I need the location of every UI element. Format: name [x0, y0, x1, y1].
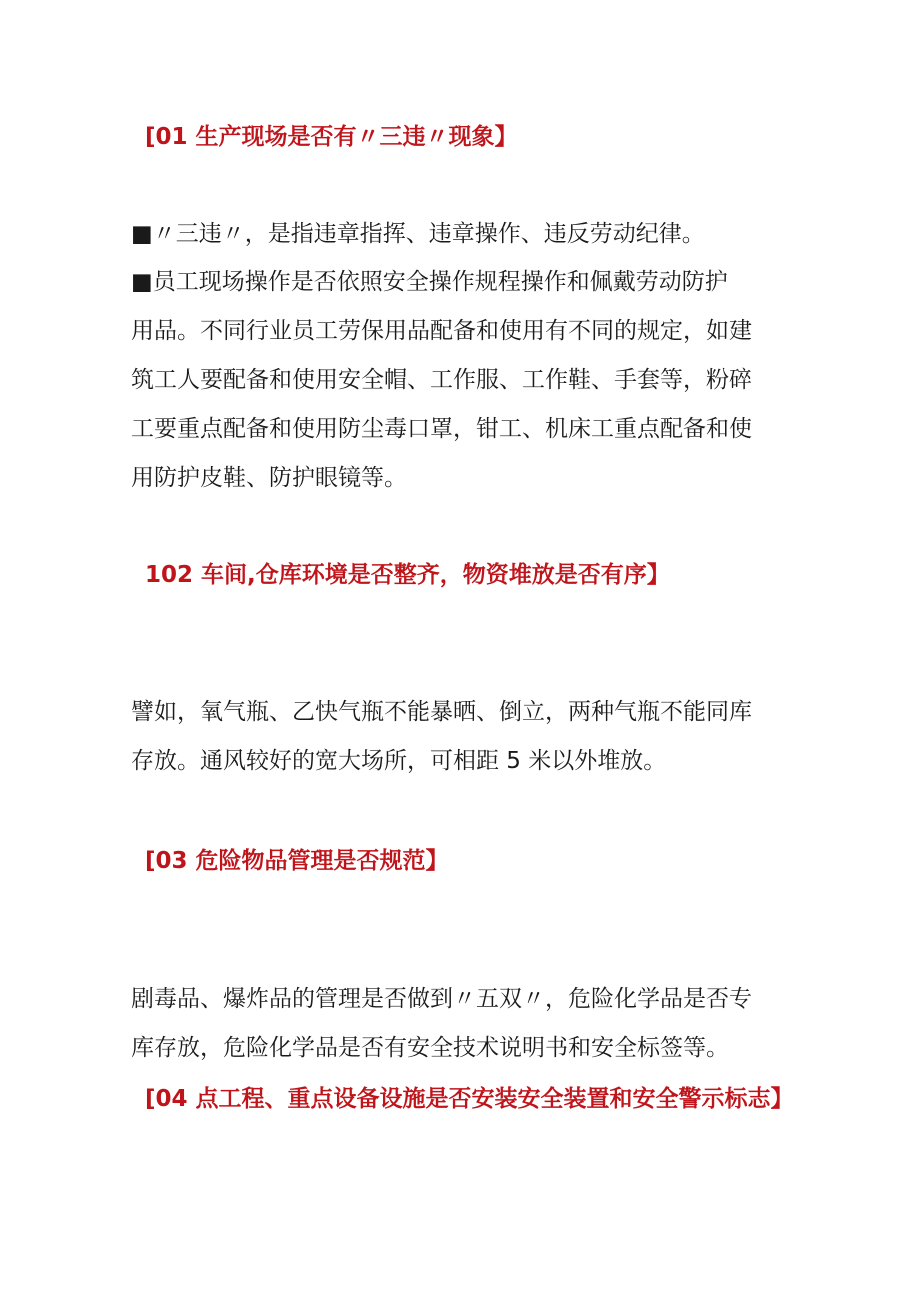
text-line: ■员工现场操作是否依照安全操作规程操作和佩戴劳动防护: [131, 269, 728, 295]
text-line: 存放。通风较好的宽大场所，可相距 5 米以外堆放。: [131, 748, 667, 774]
section-heading-01: [01 生产现场是否有〃三违〃现象】: [145, 124, 518, 150]
section-heading-02: 102 车间,仓库环境是否整齐，物资堆放是否有序】: [145, 562, 670, 588]
text-line: 用防护皮鞋、防护眼镜等。: [131, 465, 407, 491]
text-line: 筑工人要配备和使用安全帽、工作服、工作鞋、手套等，粉碎: [131, 367, 752, 393]
section-heading-03: [03 危险物品管理是否规范】: [145, 848, 449, 874]
text-line: ■〃三违〃，是指违章指挥、违章操作、违反劳动纪律。: [131, 221, 705, 247]
text-line: 用品。不同行业员工劳保用品配备和使用有不同的规定，如建: [131, 318, 752, 344]
section-01-paragraph-1: [131, 210, 801, 259]
text-line: 譬如，氧气瓶、乙快气瓶不能暴晒、倒立，两种气瓶不能同库: [131, 699, 752, 725]
section-02-paragraph-1: [131, 688, 801, 786]
text-line: 工要重点配备和使用防尘毒口罩，钳工、机床工重点配备和使: [131, 416, 752, 442]
section-03-paragraph-1: [131, 975, 801, 1073]
text-line: 剧毒品、爆炸品的管理是否做到〃五双〃，危险化学品是否专: [131, 986, 752, 1012]
section-heading-04: [04 点工程、重点设备设施是否安装安全装置和安全警示标志】: [145, 1086, 794, 1112]
text-line: 库存放，危险化学品是否有安全技术说明书和安全标签等。: [131, 1035, 729, 1061]
section-01-paragraph-2: [131, 258, 801, 503]
